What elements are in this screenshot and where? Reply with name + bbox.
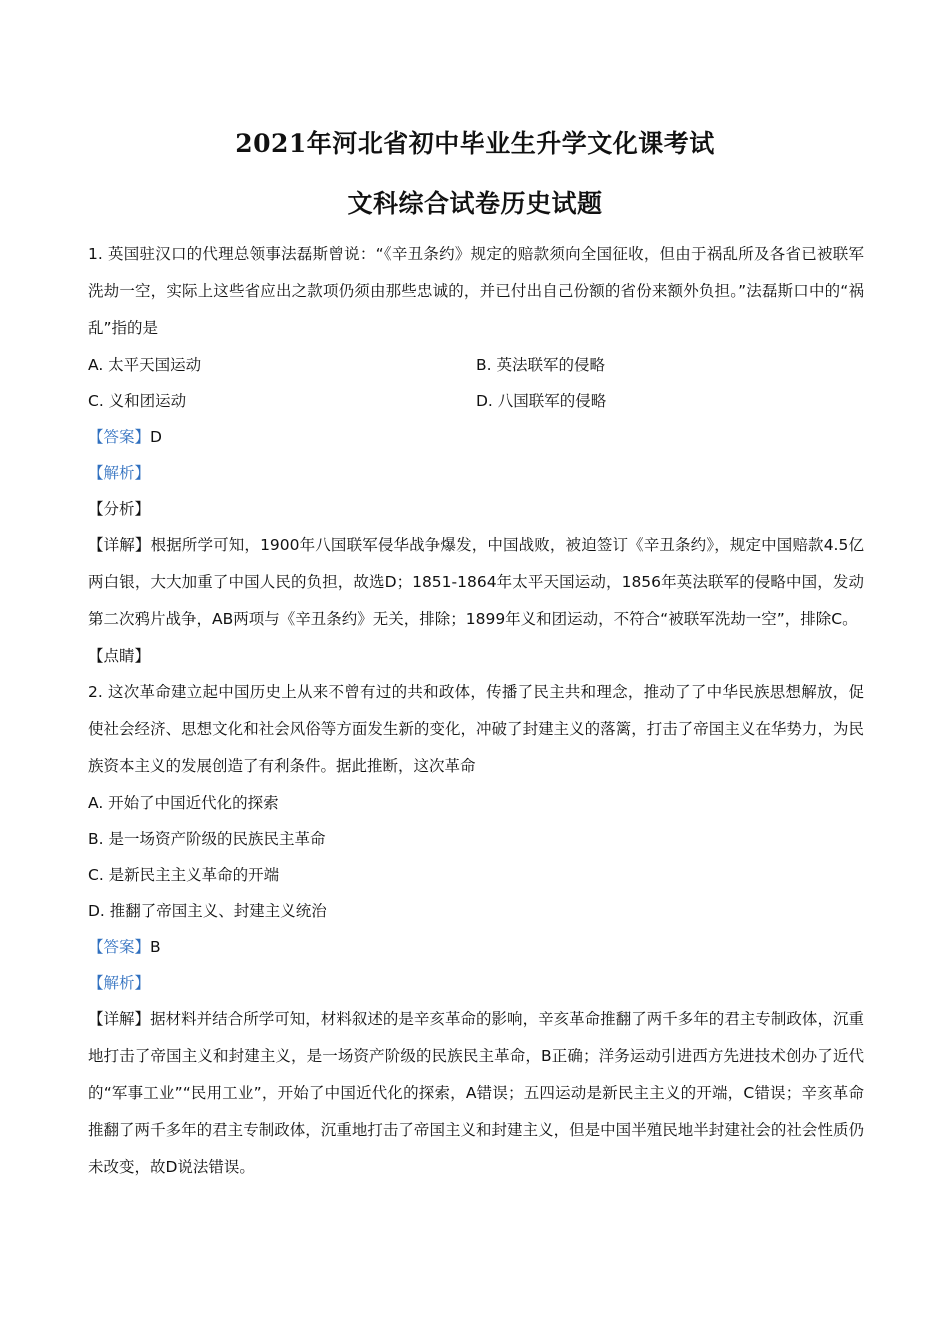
question-1-options-row-1 [88, 347, 864, 383]
q1-option-a: A. 太平天国运动 [88, 356, 202, 374]
q2-detail-text: 据材料并结合所学可知，材料叙述的是辛亥革命的影响，辛亥革命推翻了两千多年的君主专制政体，沉重地打击了帝国主义和封建主义，是一场资产阶级的民族民主革命，B正确；洋务运动引进西方先进技术创办了近代的“军事工业”“民用工业”，开始了中国近代化的探索，A错误；五四运动是新民主主义的开端，C错误；辛亥革命推翻了两千多年的君主专制政体，沉重地打击了帝国主义和封建主义，但是中国半殖民地半封建社会的社会性质仍未改变，故D说法错误。 [88, 1010, 864, 1176]
q1-fenxi-tag: 【分析】 [88, 500, 151, 518]
question-1-options-row-2 [88, 383, 864, 419]
q1-detail-text: 根据所学可知，1900年八国联军侵华战争爆发，中国战败，被迫签订《辛丑条约》，规定中国赔款4.5亿两白银，大大加重了中国人民的负担，故选D；1851-1864年太平天国运动，1856年英法联军的侵略中国，发动第二次鸦片战争，AB两项与《辛丑条约》无关，排除；1899年义和团运动，不符合“被联军洗劫一空”，排除C。 [88, 536, 864, 628]
q2-analysis-tag: 【解析】 [88, 974, 151, 992]
q1-dianjing-tag: 【点睛】 [88, 647, 151, 665]
q1-option-c: C. 义和团运动 [88, 392, 187, 410]
q2-detail [88, 1001, 864, 1186]
q1-option-d: D. 八国联军的侵略 [476, 392, 607, 410]
exam-title: 2021年河北省初中毕业生升学文化课考试 [235, 129, 715, 158]
q2-option-a: A. 开始了中国近代化的探索 [88, 794, 279, 812]
exam-subtitle: 文科综合试卷历史试题 [347, 189, 603, 218]
q1-answer-value: D [150, 428, 162, 446]
q1-detail-tag: 【详解】 [88, 536, 151, 554]
q2-option-c: C. 是新民主主义革命的开端 [88, 866, 280, 884]
question-2-stem: 2. 这次革命建立起中国历史上从来不曾有过的共和政体，传播了民主共和理念，推动了了中华民族思想解放，促使社会经济、思想文化和社会风俗等方面发生新的变化，冲破了封建主义的落篱，打击了帝国主义在华势力，为民族资本主义的发展创造了有利条件。据此推断，这次革命 [88, 683, 864, 775]
q1-detail [88, 527, 864, 638]
q1-answer-tag: 【答案】 [88, 428, 151, 446]
q1-option-b: B. 英法联军的侵略 [476, 356, 605, 374]
exam-content [88, 236, 864, 1186]
question-1-stem: 1. 英国驻汉口的代理总领事法磊斯曾说：“《辛丑条约》规定的赔款须向全国征收，但由于祸乱所及各省已被联军洗劫一空，实际上这些省应出之款项仍须由那些忠诚的，并已付出自己份额的省份来额外负担。”法磊斯口中的“祸乱”指的是 [88, 245, 864, 337]
q2-answer-value: B [150, 938, 161, 956]
q1-analysis-tag: 【解析】 [88, 464, 151, 482]
q2-option-b: B. 是一场资产阶级的民族民主革命 [88, 830, 326, 848]
q1-answer [88, 419, 864, 455]
q2-answer-tag: 【答案】 [88, 938, 151, 956]
q2-answer [88, 929, 864, 965]
q2-detail-tag: 【详解】 [88, 1010, 151, 1028]
q2-option-d: D. 推翻了帝国主义、封建主义统治 [88, 902, 327, 920]
